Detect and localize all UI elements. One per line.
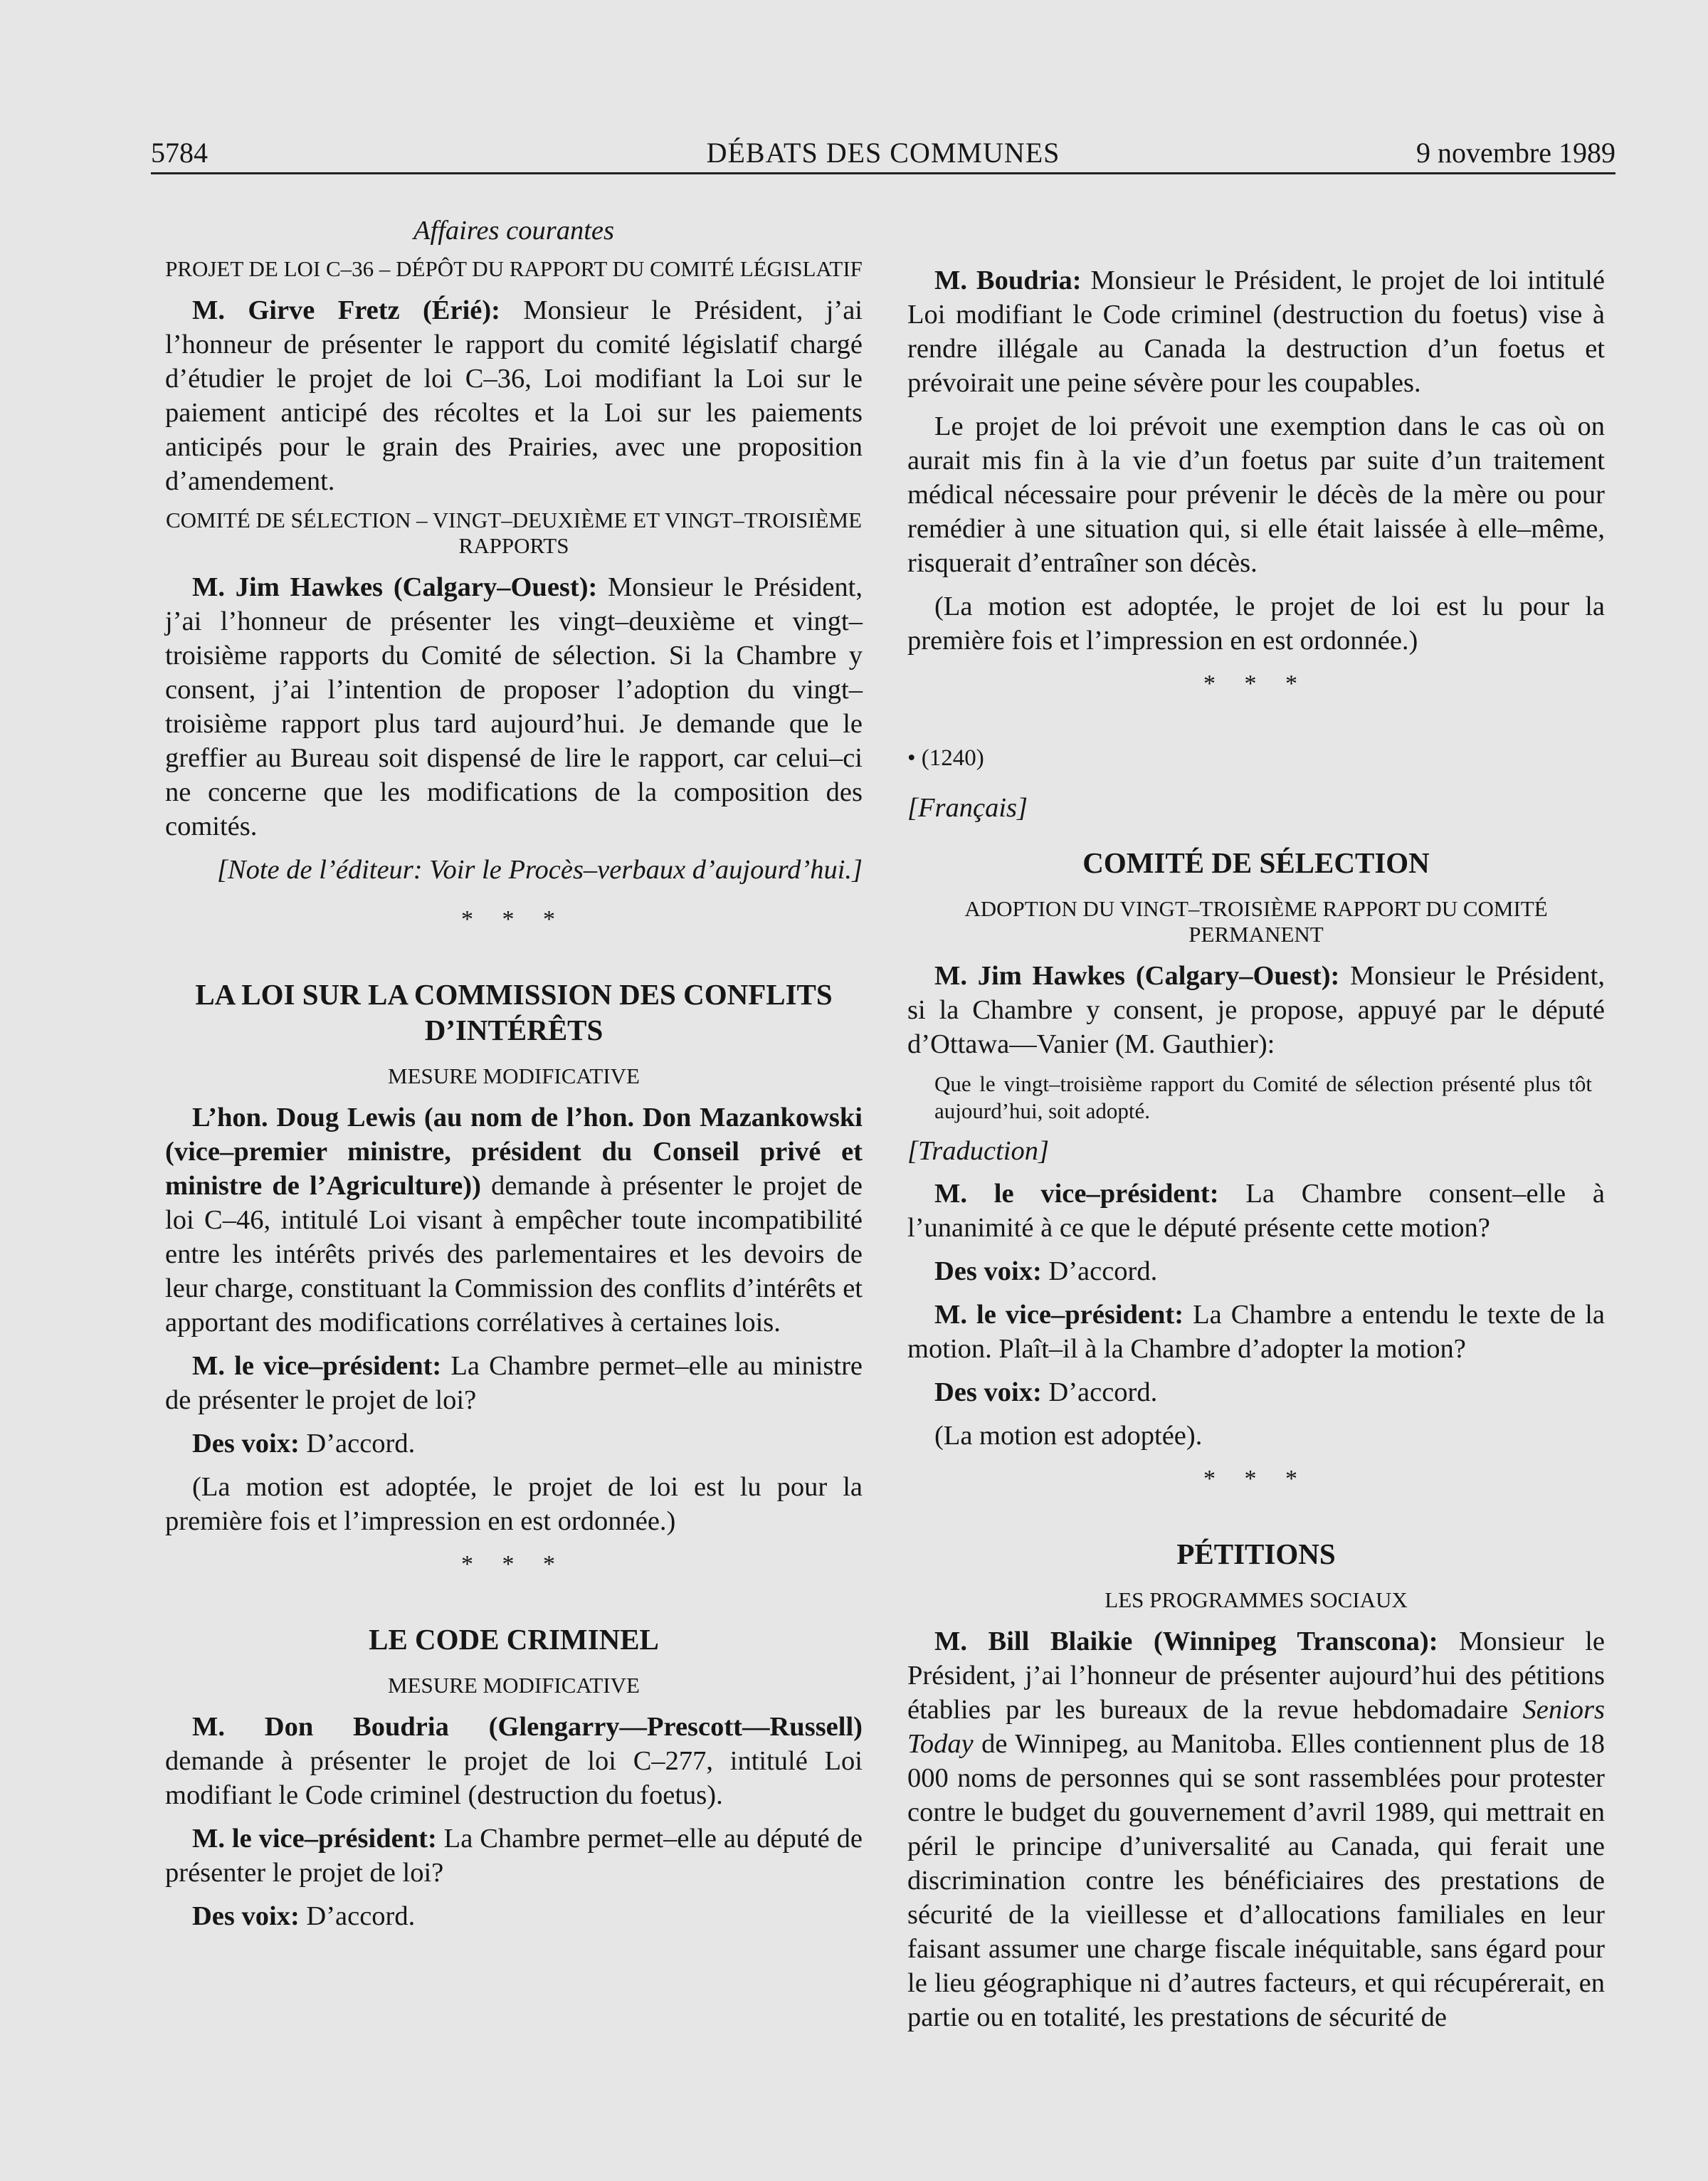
section-separator: * * * (1203, 1466, 1309, 1492)
paragraph-blaikie (907, 1624, 1605, 2034)
paragraph-vice-president (907, 1177, 1605, 1245)
speaker-name: L’hon. Doug Lewis (au nom de l’hon. Don Mazankowski (vice–premier ministre, président du Conseil privé et ministre de l’Agriculture)) (165, 1103, 863, 1201)
publication-title: DÉBATS DES COMMUNES (706, 137, 1060, 169)
page-number: 5784 (151, 137, 208, 169)
speaker-name: Des voix: (934, 1256, 1042, 1286)
paragraph-text: La Chambre a entendu le texte de la motion. Plaît–il à la Chambre d’adopter la motion? (907, 1300, 1605, 1364)
paragraph-lewis (165, 1100, 863, 1340)
speaker-name: M. Jim Hawkes (Calgary–Ouest): (934, 961, 1340, 991)
speaker-name: Des voix: (192, 1429, 300, 1459)
paragraph-voices (907, 1254, 1605, 1288)
paragraph-vice-president (165, 1822, 863, 1890)
paragraph-text: D’accord. (1041, 1377, 1158, 1407)
paragraph-hawkes-motion (907, 959, 1605, 1061)
heading-selection-committee: COMITÉ DE SÉLECTION (1082, 846, 1430, 879)
paragraph-text: Monsieur le Président, j’ai l’honneur de présenter aujourd’hui des pétitions établies par les bureaux de la revue hebdomadaire (907, 1626, 1606, 1725)
paragraph-text: D’accord. (299, 1429, 416, 1459)
paragraph-hawkes (165, 570, 863, 844)
heading-conflicts-commission: LA LOI SUR LA COMMISSION DES CONFLITS D’INTÉRÊTS (195, 978, 833, 1046)
left-column (165, 214, 863, 1943)
subheading-amending-measure: MESURE MODIFICATIVE (388, 1063, 640, 1088)
paragraph-text: de Winnipeg, au Manitoba. Elles contiennent plus de 18 000 noms de personnes qui se sont rassemblées pour protester contre le budget du gouvernement d’avril 1989, qui mettrait en péril le principe d’universalité au Canada, qui ferait une discrimination contre les bénéficiaires des prestations de sécurité de la vieillesse et d’allocations familiales en leur faisant assumer une charge fiscale inéquitable, sans égard pour le lieu géographique ni d’autres facteurs, et qui récupérerait, en partie ou en totalité, les prestations de sécurité de (907, 1729, 1605, 2032)
publication-name: Seniors Today (907, 1695, 1605, 1759)
paragraph-vice-president (907, 1298, 1605, 1366)
speaker-name: Des voix: (192, 1901, 300, 1931)
paragraph-text: Monsieur le Président, le projet de loi intitulé Loi modifiant le Code criminel (destruction du foetus) vise à rendre illégale au Canada la destruction d’un foetus et prévoirait une peine sévère pour les coupables. (907, 266, 1606, 398)
paragraph-motion-adopted: (La motion est adoptée). (934, 1421, 1203, 1451)
time-marker: • (1240) (907, 745, 984, 771)
paragraph-voices (165, 1426, 863, 1461)
subheading-amending-measure: MESURE MODIFICATIVE (388, 1673, 640, 1698)
speaker-name: M. le vice–président: (192, 1351, 442, 1381)
section-separator: * * * (461, 1551, 566, 1577)
paragraph-boudria (165, 1710, 863, 1812)
speaker-name: M. Jim Hawkes (Calgary–Ouest): (192, 572, 598, 602)
paragraph-voices (907, 1375, 1605, 1409)
page-header (151, 135, 1615, 174)
paragraph-fretz (165, 293, 863, 498)
speaker-name: M. Boudria: (934, 266, 1082, 295)
section-title: Affaires courantes (413, 216, 614, 246)
section-separator: * * * (461, 906, 566, 932)
heading-criminal-code: LE CODE CRIMINEL (369, 1623, 659, 1656)
speaker-name: M. Girve Fretz (Érié): (192, 295, 501, 325)
heading-petitions: PÉTITIONS (1176, 1538, 1336, 1570)
paragraph-text: Monsieur le Président, j’ai l’honneur de présenter le rapport du comité législatif chargé d’étudier le projet de loi C–36, Loi modifiant la Loi sur le paiement anticipé des récoltes et la Loi sur les paiements anticipés pour le grain des Prairies, avec une proposition d’amendement. (165, 295, 863, 496)
speaker-name: M. le vice–président: (192, 1824, 437, 1854)
language-marker: [Français] (907, 793, 1028, 823)
paragraph-text: D’accord. (299, 1901, 416, 1931)
paragraph-boudria-reply (907, 263, 1605, 400)
paragraph-text: D’accord. (1041, 1256, 1158, 1286)
paragraph-text: La Chambre permet–elle au député de présenter le projet de loi? (165, 1824, 863, 1888)
paragraph-motion-adopted: (La motion est adoptée, le projet de loi est lu pour la première fois et l’impression en est ordonnée.) (907, 592, 1605, 656)
subheading-selection-reports: COMITÉ DE SÉLECTION – VINGT–DEUXIÈME ET VINGT–TROISIÈME RAPPORTS (165, 508, 863, 558)
paragraph-text: demande à présenter le projet de loi C–46, intitulé Loi visant à empêcher toute incompatibilité entre les intérêts privés des parlementaires et les devoirs de leur charge, constituant la Commission des conflits d’intérêts et apportant des modifications corrélatives à certaines lois. (165, 1171, 863, 1337)
editor-note: [Note de l’éditeur: Voir le Procès–verbaux d’aujourd’hui.] (216, 855, 863, 885)
subheading-c36: PROJET DE LOI C–36 – DÉPÔT DU RAPPORT DU COMITÉ LÉGISLATIF (165, 256, 863, 281)
subheading-adoption-report: ADOPTION DU VINGT–TROISIÈME RAPPORT DU COMITÉ PERMANENT (964, 896, 1548, 947)
paragraph-motion-adopted: (La motion est adoptée, le projet de loi est lu pour la première fois et l’impression en est ordonnée.) (165, 1472, 863, 1536)
paragraph-text: demande à présenter le projet de loi C–277, intitulé Loi modifiant le Code criminel (destruction du foetus). (165, 1746, 863, 1810)
paragraph-exemption: Le projet de loi prévoit une exemption dans le cas où on aurait mis fin à la vie d’un foetus par suite d’un traitement médical nécessaire pour prévenir le décès de la mère ou pour remédier à une situation qui, si elle était laissée à elle–même, risquerait d’entraîner son décès. (907, 411, 1605, 578)
right-column (907, 214, 1605, 2044)
motion-quote: Que le vingt–troisième rapport du Comité de sélection présenté plus tôt aujourd’hui, soit adopté. (934, 1071, 1592, 1123)
speaker-name: M. le vice–président: (934, 1300, 1184, 1330)
speaker-name: M. Don Boudria (Glengarry—Prescott—Russell) (192, 1712, 863, 1742)
paragraph-vice-president (165, 1349, 863, 1417)
paragraph-text: Monsieur le Président, si la Chambre y consent, je propose, appuyé par le député d’Ottawa—Vanier (M. Gauthier): (907, 961, 1605, 1059)
speaker-name: Des voix: (934, 1377, 1042, 1407)
speaker-name: M. le vice–président: (934, 1179, 1219, 1209)
language-marker: [Traduction] (907, 1136, 1049, 1166)
page-date: 9 novembre 1989 (1416, 137, 1615, 169)
paragraph-text: La Chambre permet–elle au ministre de présenter le projet de loi? (165, 1351, 863, 1415)
section-separator: * * * (1203, 671, 1309, 697)
paragraph-voices (165, 1899, 863, 1933)
paragraph-text: La Chambre consent–elle à l’unanimité à ce que le député présente cette motion? (907, 1179, 1605, 1243)
paragraph-text: Monsieur le Président, j’ai l’honneur de présenter les vingt–deuxième et vingt–troisième rapports du Comité de sélection. Si la Chambre y consent, j’ai l’intention de proposer l’adoption du vingt–troisième rapport plus tard aujourd’hui. Je demande que le greffier au Bureau soit dispensé de lire le rapport, car celui–ci ne concerne que les modifications de la composition des comités. (165, 572, 863, 841)
speaker-name: M. Bill Blaikie (Winnipeg Transcona): (934, 1626, 1438, 1656)
subheading-social-programs: LES PROGRAMMES SOCIAUX (1105, 1587, 1408, 1612)
